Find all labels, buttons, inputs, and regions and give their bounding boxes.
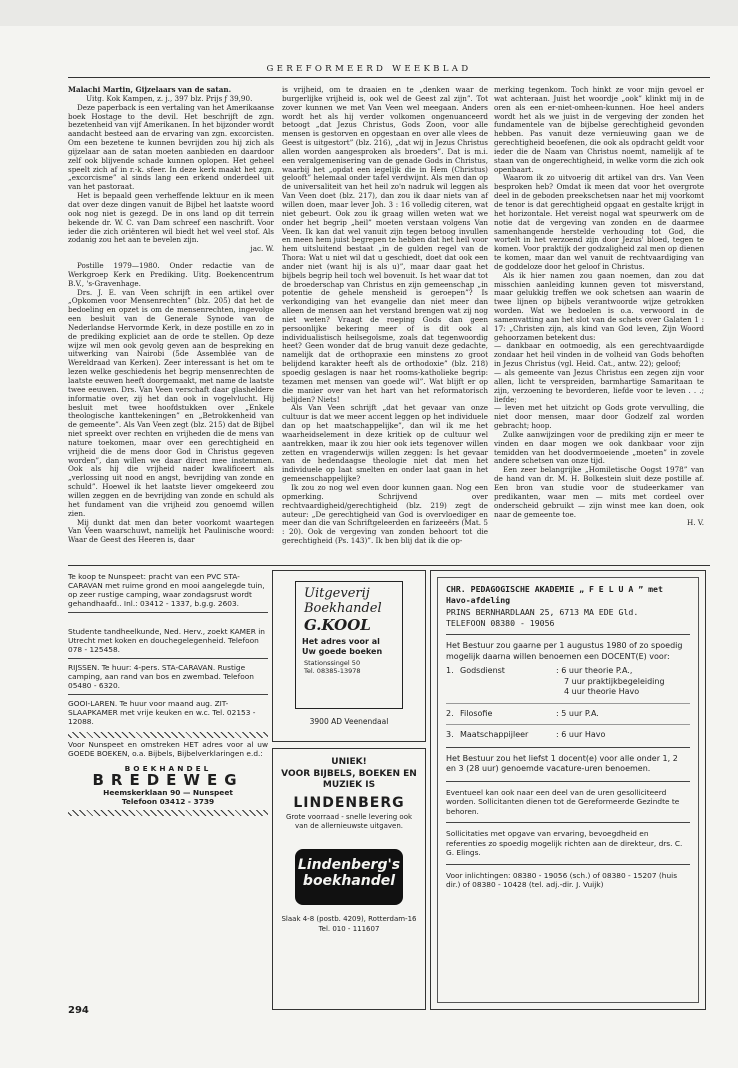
kool-line-boekhandel: Boekhandel [304, 601, 382, 616]
felua-note-2: Eventueel kan ook naar een deel van de uren gesolliciteerd worden. Sollicitanten dienen tot de Gereformeerde Gezindte te behoren. [446, 787, 680, 816]
subject-1-hours-1: : 6 uur theorie P.A., [556, 666, 633, 675]
col3-para1: merking tegenkom. Toch hinkt ze voor mijn gevoel er wat achteraan. Juist het woordje „ook” klinkt mij in de oren als een er-niet-omheen-kunnen. Hoe heel anders wordt het als we juist in de vergeving der zonden het fundamentele van de bijbelse gerechtigheid gevonden hebben. Pas vanuit deze vernieuwing gaan we de gerechtigheid beoefenen, die ook als opdracht geldt voor ieder die de Naam van Christus noemt, namelijk af te staan van de ongerechtigheid, in welke vorm die zich ook openbaart. [494, 85, 704, 174]
felua-info: Voor inlichtingen: 08380 - 19056 (sch.) of 08380 - 15207 (huis dir.) of 08380 - 10428 (tel. adj.-dir. J. Vuijk) [446, 870, 678, 889]
bredeweg-address: Heemskerklaan 90 — Nunspeet [103, 788, 233, 797]
kool-address: Stationssingel 50 [304, 659, 361, 667]
page-number: 294 [68, 1005, 89, 1016]
col2-para3: Ik zou zo nog wel even door kunnen gaan. Nog een opmerking. Schrijvend over rechtvaardigheid/gerechtigheid (blz. 219) zegt de auteur: „De gerechtigheid van God is overvloediger en meer dan die van Schriftgeleerden en farizeeërs (Mat. 5 : 20). Ook de vergeving van zonden behoort tot die gerechtigheid (Ps. 143)”. Ik ben blij dat ik die op- [282, 482, 488, 546]
lindenberg-phone: Tel. 010 - 111607 [318, 925, 380, 933]
col3-para2: Waarom ik zo uitvoerig dit artikel van drs. Van Veen besproken heb? Omdat ik meen dat voor het overgrote deel in de geboden preekschetsen naar het mij voorkomt de tenor is dat gerechtigheid opgaat en gestalte krijgt in het horizontale. Het vereist nogal wat speurwerk om de notie dat de vergeving van zonden en de daarmee samenhangende herstelde verhouding tot God, die wortelt in het verzoend zijn door Jezus' bloed, tegen te komen. Voor praktijk der godzaligheid zal men op dienen te komen, maar dan wel vanuit de rechtvaardiging van de goddeloze door het geloof in Christus. [494, 173, 704, 271]
kool-phone: Tel. 08385-13978 [304, 667, 361, 675]
subject-1-name: Godsdienst [460, 666, 505, 675]
subject-3-number: 3. [446, 730, 454, 739]
subject-1-number: 1. [446, 666, 454, 675]
bredeweg-label: BOEKHANDEL [124, 764, 212, 773]
lindenberg-description: Grote voorraad - snelle levering ook van de allernieuwste uitgaven. [285, 813, 413, 830]
col3-signature: H. V. [686, 518, 704, 528]
felua-rule-5 [446, 781, 690, 782]
col3-list-item-3: — leven met het uitzicht op Gods grote vervulling, die niet door mensen, maar door Godzelf zal worden gebracht; hoop. [494, 403, 704, 431]
felua-rule-1 [446, 634, 690, 635]
bredeweg-phone: Telefoon 03412 - 3739 [121, 797, 215, 806]
felua-phone: TELEFOON 08380 - 19056 [446, 617, 555, 628]
masthead-rule [68, 77, 710, 78]
review1-title: Malachi Martin, Gijzelaars van de satan. [68, 85, 232, 94]
subject-2-number: 2. [446, 708, 454, 718]
felua-inner [437, 577, 699, 1003]
subject-3-hours: : 6 uur Havo [556, 730, 606, 739]
ad-caravan-nunspeet: Te koop te Nunspeet: pracht van een PVC STA-CARAVAN met ruime grond en mooi aangelegde tuin, op zeer rustige camping, waar zondagsrust wordt gehandhaafd.. Inl.: 03412 - 1337, b.g.g. 2603. [68, 568, 268, 613]
lindenberg-unique: UNIEK! [331, 757, 367, 767]
kool-city: 3900 AD Veenendaal [309, 717, 389, 726]
ad-room-laren: GOOI-LAREN. Te huur voor maand aug. ZIT-SLAAPKAMER met vrije keuken en w.c. Tel. 02153 - 12088. [68, 699, 256, 726]
ad-caravan-rijssen: RIJSSEN. Te huur: 4-pers. STA-CARAVAN. Rustige camping, aan rand van bos en zwembad. Telefoon 05480 - 6320. [68, 659, 268, 695]
review1-signature: jac. W. [250, 244, 274, 254]
felua-rule-4 [446, 747, 690, 748]
classifieds-left [68, 568, 268, 818]
subject-2-hours: : 5 uur P.A. [556, 708, 599, 718]
lindenberg-logo-line2: boekhandel [302, 873, 396, 889]
felua-rule-7 [446, 864, 690, 865]
kool-tagline: Het adres voor al Uw goede boeken [302, 637, 383, 656]
felua-note-1: Het Bestuur zou het liefst 1 docent(e) voor alle onder 1, 2 en 3 (28 uur) genoemde vacature-uren benoemen. [446, 753, 678, 773]
lindenberg-address: Slaak 4-8 (postb. 4209), Rotterdam-16 [281, 915, 417, 923]
review2-title: Postille 1979—1980. Onder redactie van de Werkgroep Kerk en Prediking. Uitg. Boekencentrum B.V., 's-Gravenhage. [68, 261, 274, 288]
kool-logo [295, 581, 403, 709]
felua-subject-3 [446, 730, 690, 741]
scan-top-edge [0, 0, 738, 26]
review1-para2: Het is bepaald geen verheffende lektuur en ik meen dat over deze dingen vanuit de Bijbel het laatste woord ook nog niet is gezegd. De in ons land op dit terrein bekende dr. W. C. van Dam schreef een naschrift. Voor ieder die zich oriënteren wil biedt het wel veel stof. Als zodanig zou het aan te bevelen zijn. [68, 191, 274, 245]
felua-subject-1 [446, 666, 690, 677]
column-1 [68, 86, 274, 545]
kool-line-uitgeverij: Uitgeverij [304, 586, 370, 601]
review1-meta: Uitg. Kok Kampen, z. j., 397 blz. Prijs ƒ 39,90. [86, 93, 253, 103]
lindenberg-name: LINDENBERG [293, 795, 405, 811]
subject-2-name: Filosofie [460, 708, 493, 718]
ad-felua [430, 570, 706, 1010]
ad-kool [272, 570, 426, 742]
col3-list-item-2: — als gemeente van Jezus Christus een zegen zijn voor allen, licht te verspreiden, barmhartige Samaritaan te zijn, verzoening te bevorderen, liefde voor te leven . . .; liefde; [494, 368, 704, 404]
subject-1-hours-3: 4 uur theorie Havo [564, 687, 640, 696]
lindenberg-logo-line1: Lindenberg's [297, 857, 401, 873]
col2-para1: is vrijheid, om te draaien en te „denken waar de burgerlijke vrijheid is, ook wel de Geest zal zijn”. Tot zover kunnen we met Van Veen wel meegaan. Anders wordt het als hij verder volkomen ongenuanceerd betoogt „dat Jezus Christus, Gods Zoon, voor alle mensen is gestorven en opgestaan en over alle vlees de Geest is uitgestort” (blz. 216), „dat wij in Jezus Christus allen worden aangesproken als broeders”. Dat is m.i. een veralgemenisering van de genade Gods in Christus, waarbij het „opdat een iegelijk die in Hem (Christus) gelooft” helemaal onder tafel verdwijnt. Als men dan op de universaliteit van het heil zo'n nadruk wil leggen als Van Veen doet (blz. 217), dan zou ik daar niets van af willen doen, maar lever Joh. 3 : 16 volledig citeren, wat niet gebeurt. Ook zou ik graag willen weten wat we onder het begrip „heil” moeten verstaan volgens Van Veen. Ik kan dat wel vanuit zijn tegen betoog invullen en meen hem juist begrepen te hebben dat het heil voor hem uitsluitend bestaat „in de gulden regel van de Thora: Wat u niet wil dat u geschiedt, doet dat ook een ander niet (want hij is als u)”, maar daar gaat het bijbels begrip heil toch wel bovenuit. Is het waar dat tot de broederschap van Christus en zijn gemeenschap „in potentie de gehele mensheid is geroepen”? Is verkondiging van het evangelie dan niet meer dan alleen de mensen aan het verstand brengen wat zij nog niet weten? Vraagt de roeping Gods dan geen persoonlijke bekering meer of is dit ook al individualistisch heilsegoïsme, zoals dat tegenwoordig heet? Geen wonder dat de brug vanuit deze gedachte, namelijk dat de orthopraxie een minstens zo groot belijdend karakter heeft als de orthodoxie” (blz. 218) spoedig geslagen is naar het rooms-katholieke begrip: tezamen met mensen van goede wil”. Wat blijft er op die manier over van het hart van het reformatorisch belijden? Niets! [282, 85, 488, 404]
ads-separator [68, 565, 710, 566]
lindenberg-tagline: VOOR BIJBELS, BOEKEN EN MUZIEK IS [281, 769, 417, 790]
review2-para1: Drs. J. E. van Veen schrijft in een artikel over „Opkomen voor Mensenrechten” (blz. 205) dat het de bedoeling en opzet is om de mensenrechten, ingevolge een besluit van de Generale Synode van de Nederlandse Hervormde Kerk, in deze postille en zo in de prediking expliciet aan de orde te stellen. Op deze wijze wil men ook gevolg geven aan de bespreking en uitwerking van Nairobi (5de Assemblée van de Wereldraad van Kerken). Zeer interessant is het om te lezen welke geschiedenis het begrip mensenrechten de laatste eeuwen heeft doorgemaakt, met name de laatste twee eeuwen. Drs. Van Veen verschaft daar glasheldere informatie over, zij het dan ook in vogelvlucht. Hij besluit met twee hoofdstukken over „Enkele theologische kanttekeningen” en „Betrokkenheid van de gemeente”. Als Van Veen zegt (blz. 215) dat de Bijbel niet spreekt over rechten en vrijheden die de mens van nature toekomen, maar over een gerechtigheid en vrijheid die de mens door God in Christus gegeven worden”, dan willen we daar direct mee instemmen. Ook als hij die vrijheid nader kwalificeert als „verlossing uit nood en angst, bevrijding van zonde en schuld”. Hoewel ik het laatste liever omgekeerd zou willen zeggen en de bevrijding van zonde en schuld als het fundament van die vrijheid zou genoemd willen zien. [68, 287, 274, 518]
wavy-divider-bottom [68, 810, 268, 816]
bredeweg-name: BREDEWEG [92, 771, 244, 789]
review2-para2: Mij dunkt dat men dan beter voorkomt waartegen Van Veen waarschuwt, namelijk het Paulinische woord: Waar de Geest des Heeren is, daar [68, 517, 274, 545]
felua-subject-2 [446, 709, 690, 720]
lindenberg-logo [295, 849, 403, 905]
felua-rule-6 [446, 822, 690, 823]
masthead: GEREFORMEERD WEEKBLAD [266, 64, 472, 74]
col3-para3: Als ik hier namen zou gaan noemen, dan zou dat misschien aanleiding kunnen geven tot misverstand, maar gelukkig treffen we ook schetsen aan waarin de twee lijnen op bijbels verantwoorde wijze getrokken worden. Wat we bedoelen is o.a. verwoord in de samenvatting aan het slot van de schets over Galaten 1 : 17: „Christen zijn, als kind van God leven, Zijn Woord gehoorzamen betekent dus: [494, 270, 704, 342]
ad-bredeweg [68, 740, 268, 806]
wavy-divider [68, 732, 268, 738]
felua-intro: Het Bestuur zou gaarne per 1 augustus 1980 of zo spoedig mogelijk daarna willen benoemen een DOCENT(E) voor: [446, 641, 683, 661]
col3-para4: Zulke aanwijzingen voor de prediking zijn er meer te vinden en daar mogen we ook dankbaar voor zijn temidden van het doodvermoeiende „moeten” in zovele andere schetsen van onze tijd. [494, 429, 704, 466]
felua-address: PRINS BERNHARDLAAN 25, 6713 MA EDE Gld. [446, 607, 639, 617]
col2-para2: Als Van Veen schrijft „dat het gevaar van onze cultuur is dat we meer accent leggen op het individuele dan op het maatschappelijke”, dan wil ik me het waarheidselement in deze kritiek op de cultuur wel aantrekken, maar ik zou hier ook iets tegenover willen zetten en vragenderwijs willen zeggen: Is het gevaar van de hedendaagse theologie niet dat men het individuele op laat smelten en onder laat gaan in het gemeenschappelijke? [282, 403, 488, 484]
felua-note-3: Sollicitaties met opgave van ervaring, bevoegdheid en referenties zo spoedig mogelijk richten aan de direkteur, drs. C. G. Elings. [446, 829, 683, 857]
ad-student-room: Studente tandheelkunde, Ned. Herv., zoekt KAMER in Utrecht met koken en douchegelegenheid. Telefoon 078 - 125458. [68, 613, 268, 659]
felua-rule-3 [446, 724, 690, 725]
felua-title: CHR. PEDAGOGISCHE AKADEMIE „ F E L U A ” met Havo-afdeling [446, 584, 663, 605]
subject-1-hours-2: 7 uur praktijkbegeleiding [564, 676, 665, 686]
col3-list-item-1: — dankbaar en ootmoedig, als een gerechtvaardigde zondaar het heil vinden in de volheid van Gods behoften in Jezus Christus (vgl. Heid. Cat., antw. 22); geloof; [494, 341, 704, 369]
review1-para1: Deze paperback is een vertaling van het Amerikaanse boek Hostage to the devil. Het beschrijft de zgn. bezetenheid van vijf Amerikanen. In het bijzonder wordt aandacht besteed aan de ervaring van zgn. excorcisten. Om een bezetene te kunnen bevrijden zou hij zich als gijzelaar aan de satan moeten aanbieden en daardoor zelf ook blijvende schade kunnen oplopen. Het geheel speelt zich af in r.-k. sfeer. In deze kerk maakt het zgn. „excorcisme” al sinds lang een erkend onderdeel uit van het pastoraat. [68, 102, 274, 192]
column-3 [494, 86, 704, 528]
column-2 [282, 86, 488, 546]
bredeweg-text: Voor Nunspeet en omstreken HET adres voor al uw GOEDE BOEKEN, o.a. Bijbels, Bijbelverklaringen e.d.: [68, 740, 268, 758]
felua-rule-2 [446, 703, 690, 704]
kool-line-name: G.KOOL [304, 616, 371, 634]
col3-para5: Een zeer belangrijke „Homiletische Oogst 1978” van de hand van dr. M. H. Bolkestein sluit deze postille af. Een bron van studie voor de studeerkamer van predikanten, waar men — mits met cordeel over onderscheid gebruikt — zijn winst mee kan doen, ook naar de gemeente toe. [494, 465, 704, 519]
subject-3-name: Maatschappijleer [460, 730, 529, 739]
ad-lindenberg [272, 748, 426, 1010]
